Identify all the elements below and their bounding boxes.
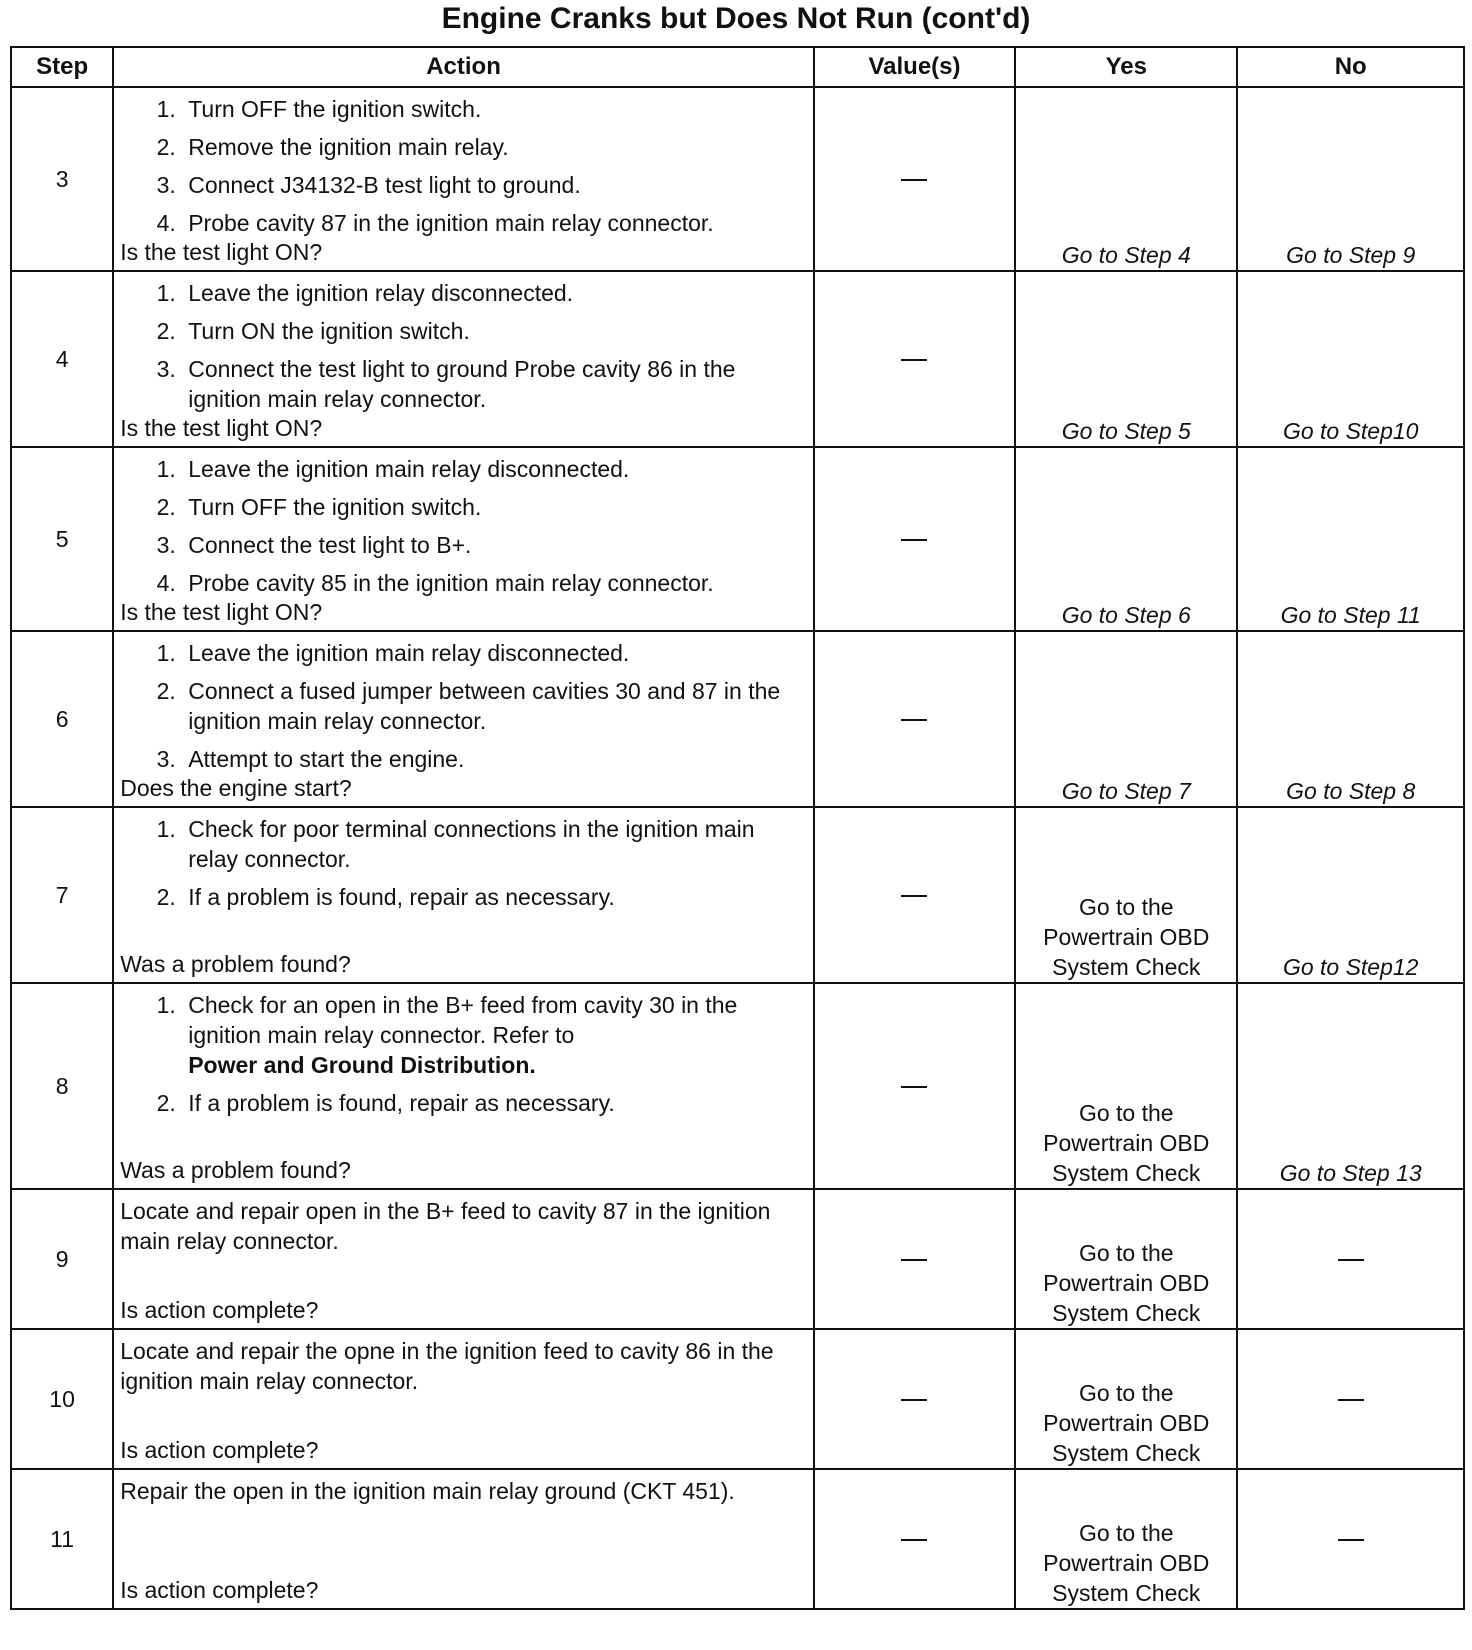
- yes-line: System Check: [1052, 1160, 1201, 1186]
- header-action: Action: [113, 47, 814, 87]
- action-step: 2. Connect a fused jumper between cavities 30 and 87 in the ignition main relay connector.: [182, 676, 805, 736]
- yes-line: Powertrain OBD: [1043, 1550, 1210, 1576]
- no-goto: Go to Step 8: [1286, 778, 1416, 804]
- action-cell: [113, 447, 814, 631]
- page-title: Engine Cranks but Does Not Run (cont'd): [441, 2, 1031, 35]
- question-text: Was a problem found?: [120, 951, 351, 977]
- yes-goto: Go to Step 4: [1061, 242, 1191, 268]
- action-step: 2. Turn ON the ignition switch.: [182, 316, 805, 346]
- yes-line: Go to the: [1078, 1380, 1174, 1406]
- no-cell: [1237, 1329, 1464, 1469]
- dash-icon: [901, 719, 927, 721]
- action-step: 3. Attempt to start the engine.: [182, 744, 805, 774]
- no-cell: [1237, 631, 1464, 807]
- yes-goto: Go to Step 6: [1061, 602, 1191, 628]
- question-text: Was a problem found?: [120, 1157, 351, 1183]
- action-step: 1. Turn OFF the ignition switch.: [182, 94, 805, 124]
- dash-icon: [901, 179, 927, 181]
- dash-icon: [901, 1086, 927, 1088]
- dash-icon: [1338, 1259, 1364, 1261]
- table-row-step-5: [11, 447, 1464, 631]
- table-row-step-11: [11, 1469, 1464, 1609]
- value-cell: [814, 1469, 1015, 1609]
- question-text: Does the engine start?: [120, 775, 352, 801]
- action-step: 1. Leave the ignition main relay disconnected.: [182, 638, 805, 668]
- no-cell: [1237, 983, 1464, 1189]
- no-cell: [1237, 807, 1464, 983]
- question-text: Is action complete?: [120, 1577, 319, 1603]
- question-text: Is the test light ON?: [120, 239, 323, 265]
- question-text: Is action complete?: [120, 1297, 319, 1323]
- action-steps: [114, 272, 813, 414]
- action-step: 2. If a problem is found, repair as necessary.: [182, 1088, 805, 1118]
- action-step-text: Check for an open in the B+ feed from cavity 30 in the ignition main relay connector. Refer to: [188, 992, 738, 1048]
- action-steps: [114, 632, 813, 774]
- header-yes: Yes: [1015, 47, 1237, 87]
- yes-line: System Check: [1052, 1440, 1201, 1466]
- action-steps: [114, 984, 813, 1118]
- dash-icon: [1338, 1399, 1364, 1401]
- value-cell: [814, 1329, 1015, 1469]
- table-row-step-6: [11, 631, 1464, 807]
- value-cell: [814, 983, 1015, 1189]
- question-text: Is action complete?: [120, 1437, 319, 1463]
- action-step: [182, 990, 805, 1080]
- header-step: Step: [11, 47, 113, 87]
- action-cell: [113, 87, 814, 271]
- yes-line: Go to the: [1078, 894, 1174, 920]
- yes-goto: Go to Step 5: [1061, 418, 1191, 444]
- yes-cell: [1015, 807, 1237, 983]
- yes-line: System Check: [1052, 1300, 1201, 1326]
- yes-cell: [1015, 1469, 1237, 1609]
- action-cell: [113, 807, 814, 983]
- step-number: 9: [11, 1189, 113, 1329]
- table-row-step-10: [11, 1329, 1464, 1469]
- no-goto: Go to Step 13: [1279, 1160, 1422, 1186]
- yes-cell: [1015, 87, 1237, 271]
- header-row: [11, 47, 1464, 87]
- yes-cell: [1015, 1189, 1237, 1329]
- action-step: 2. Remove the ignition main relay.: [182, 132, 805, 162]
- action-text: Locate and repair the opne in the ignition feed to cavity 86 in the ignition main relay connector.: [120, 1338, 774, 1394]
- yes-line: Powertrain OBD: [1043, 1130, 1210, 1156]
- yes-line: System Check: [1052, 954, 1201, 980]
- action-text: Repair the open in the ignition main relay ground (CKT 451).: [120, 1478, 735, 1504]
- question-text: Is the test light ON?: [120, 415, 323, 441]
- dash-icon: [901, 1399, 927, 1401]
- value-cell: [814, 807, 1015, 983]
- dash-icon: [901, 1259, 927, 1261]
- action-steps: [114, 448, 813, 598]
- no-cell: [1237, 271, 1464, 447]
- yes-line: Go to the: [1078, 1240, 1174, 1266]
- action-cell: [113, 1329, 814, 1469]
- action-text: Locate and repair open in the B+ feed to cavity 87 in the ignition main relay connector.: [120, 1198, 771, 1254]
- table-row-step-7: [11, 807, 1464, 983]
- question-text: Is the test light ON?: [120, 599, 323, 625]
- step-number: 6: [11, 631, 113, 807]
- action-step: 3. Connect the test light to ground Probe cavity 86 in the ignition main relay connector.: [182, 354, 805, 414]
- table-row-step-9: [11, 1189, 1464, 1329]
- yes-line: Go to the: [1078, 1520, 1174, 1546]
- action-cell: [113, 1189, 814, 1329]
- action-step: 4. Probe cavity 87 in the ignition main relay connector.: [182, 208, 805, 238]
- step-number: 7: [11, 807, 113, 983]
- no-goto: Go to Step10: [1282, 418, 1419, 444]
- table-row-step-3: [11, 87, 1464, 271]
- dash-icon: [1338, 1539, 1364, 1541]
- action-step: 2. Turn OFF the ignition switch.: [182, 492, 805, 522]
- yes-line: Go to the: [1078, 1100, 1174, 1126]
- yes-cell: [1015, 271, 1237, 447]
- action-step: 1. Check for poor terminal connections in the ignition main relay connector.: [182, 814, 805, 874]
- action-step: 3. Connect the test light to B+.: [182, 530, 805, 560]
- action-step: 1. Leave the ignition main relay disconnected.: [182, 454, 805, 484]
- value-cell: [814, 87, 1015, 271]
- dash-icon: [901, 359, 927, 361]
- value-cell: [814, 1189, 1015, 1329]
- no-goto: Go to Step12: [1282, 954, 1419, 980]
- action-cell: [113, 271, 814, 447]
- action-step: 2. If a problem is found, repair as necessary.: [182, 882, 805, 912]
- action-steps: [114, 88, 813, 238]
- no-cell: [1237, 1469, 1464, 1609]
- value-cell: [814, 631, 1015, 807]
- step-number: 8: [11, 983, 113, 1189]
- yes-cell: [1015, 983, 1237, 1189]
- yes-line: Powertrain OBD: [1043, 1410, 1210, 1436]
- step-number: 5: [11, 447, 113, 631]
- yes-line: System Check: [1052, 1580, 1201, 1606]
- yes-cell: [1015, 1329, 1237, 1469]
- yes-cell: [1015, 631, 1237, 807]
- value-cell: [814, 271, 1015, 447]
- table-row-step-4: [11, 271, 1464, 447]
- yes-line: Powertrain OBD: [1043, 1270, 1210, 1296]
- no-goto: Go to Step 11: [1280, 602, 1421, 628]
- table-row-step-8: [11, 983, 1464, 1189]
- step-number: 4: [11, 271, 113, 447]
- yes-goto: Go to Step 7: [1061, 778, 1191, 804]
- header-no: No: [1237, 47, 1464, 87]
- action-cell: [113, 631, 814, 807]
- step-number: 3: [11, 87, 113, 271]
- step-number: 11: [11, 1469, 113, 1609]
- no-cell: [1237, 447, 1464, 631]
- value-cell: [814, 447, 1015, 631]
- yes-line: Powertrain OBD: [1043, 924, 1210, 950]
- action-steps: [114, 808, 813, 912]
- no-goto: Go to Step 9: [1286, 242, 1416, 268]
- header-values: Value(s): [814, 47, 1015, 87]
- no-cell: [1237, 1189, 1464, 1329]
- action-step: 4. Probe cavity 85 in the ignition main relay connector.: [182, 568, 805, 598]
- action-cell: [113, 983, 814, 1189]
- dash-icon: [901, 539, 927, 541]
- dash-icon: [901, 895, 927, 897]
- step-number: 10: [11, 1329, 113, 1469]
- dash-icon: [901, 1539, 927, 1541]
- action-step: 3. Connect J34132-B test light to ground.: [182, 170, 805, 200]
- reference-link[interactable]: Power and Ground Distribution.: [188, 1052, 536, 1078]
- diagnostic-table: [10, 46, 1465, 1610]
- yes-cell: [1015, 447, 1237, 631]
- action-cell: [113, 1469, 814, 1609]
- action-step: 1. Leave the ignition relay disconnected.: [182, 278, 805, 308]
- no-cell: [1237, 87, 1464, 271]
